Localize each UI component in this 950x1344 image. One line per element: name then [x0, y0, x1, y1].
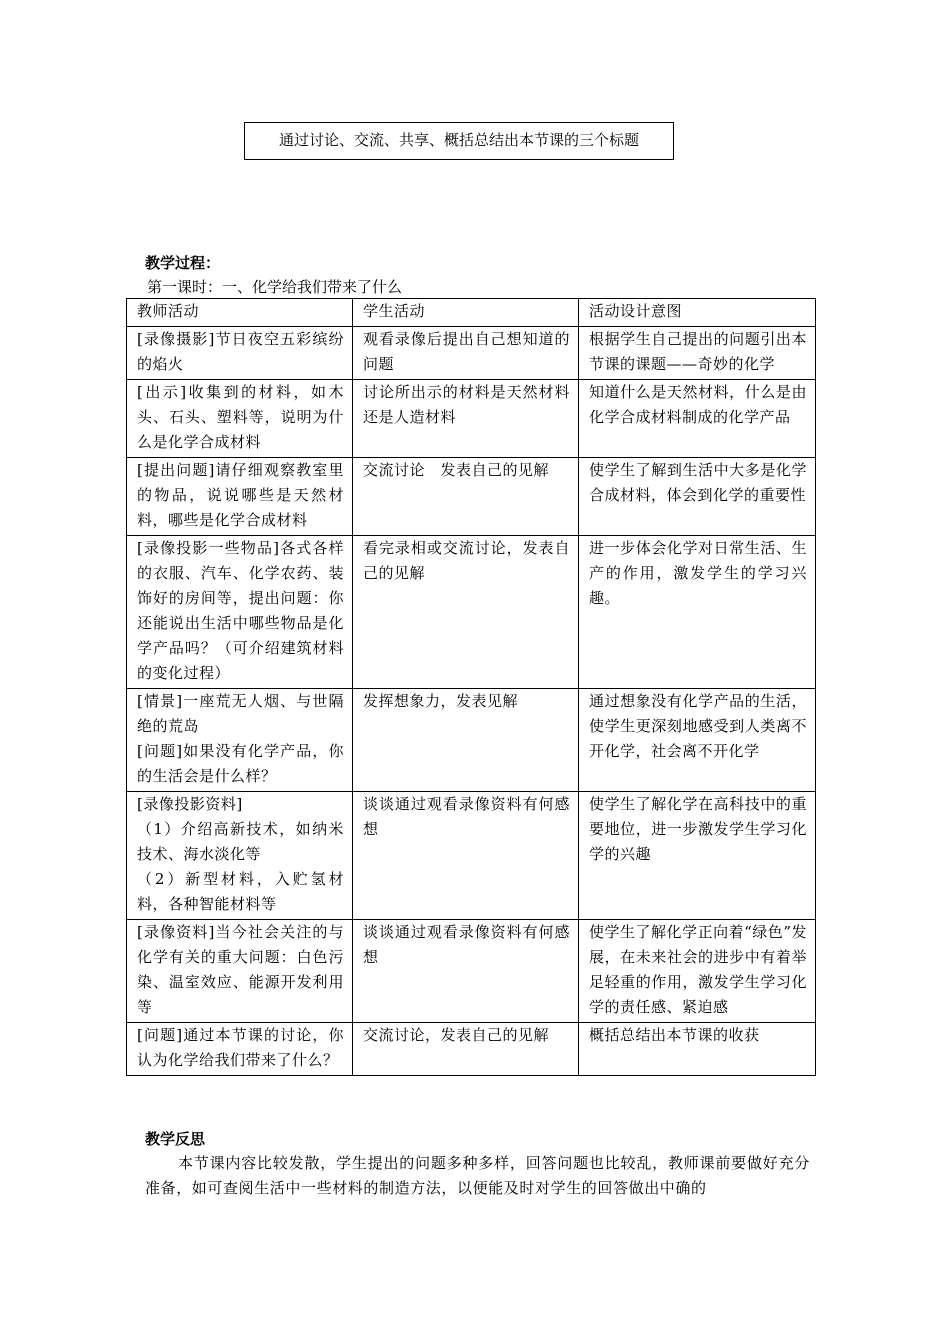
student-cell: 讨论所出示的材料是天然材料还是人造材料 — [353, 380, 579, 458]
intent-cell: 根据学生自己提出的问题引出本节课的课题——奇妙的化学 — [579, 327, 816, 380]
teacher-cell: [出示]收集到的材料，如木头、石头、塑料等，说明为什么是化学合成材料 — [127, 380, 353, 458]
student-cell: 看完录相或交流讨论，发表自己的见解 — [353, 536, 579, 689]
intent-cell: 知道什么是天然材料，什么是由化学合成材料制成的化学产品 — [579, 380, 816, 458]
summary-box: 通过讨论、交流、共享、概括总结出本节课的三个标题 — [244, 122, 674, 160]
teacher-cell: [录像资料]当今社会关注的与化学有关的重大问题：白色污染、温室效应、能源开发利用等 — [127, 920, 353, 1023]
table-row — [127, 689, 816, 792]
teacher-line: （2）新型材料，入贮氢材料，各种智能材料等 — [137, 870, 344, 913]
teacher-line: [录像投影资料] — [137, 795, 243, 813]
teacher-line: [问题]如果没有化学产品，你的生活会是什么样？ — [137, 742, 344, 785]
teacher-cell: [录像摄影]节日夜空五彩缤纷的焰火 — [127, 327, 353, 380]
student-cell: 交流讨论，发表自己的见解 — [353, 1023, 579, 1076]
lesson-line: 第一课时：一、化学给我们带来了什么 — [147, 278, 403, 296]
student-cell: 观看录像后提出自己想知道的问题 — [353, 327, 579, 380]
intent-cell: 使学生了解化学正向着“绿色”发展，在未来社会的进步中有着举足轻重的作用，激发学生学习化学的责任感、紧迫感 — [579, 920, 816, 1023]
student-cell: 发挥想象力，发表见解 — [353, 689, 579, 792]
student-cell: 谈谈通过观看录像资料有何感想 — [353, 792, 579, 920]
header-student: 学生活动 — [353, 299, 579, 327]
table-row — [127, 380, 816, 458]
teacher-cell — [127, 689, 353, 792]
table-row — [127, 792, 816, 920]
reflection-paragraph: 本节课内容比较发散，学生提出的问题多种多样，回答问题也比较乱，教师课前要做好充分准备，如可查阅生活中一些材料的制造方法，以便能及时对学生的回答做出中确的 — [145, 1154, 810, 1197]
table-row — [127, 327, 816, 380]
table-header-row — [127, 299, 816, 327]
teacher-cell — [127, 792, 353, 920]
intent-cell: 使学生了解化学在高科技中的重要地位，进一步激发学生学习化学的兴趣 — [579, 792, 816, 920]
teaching-process-table — [126, 298, 816, 1076]
intent-cell: 概括总结出本节课的收获 — [579, 1023, 816, 1076]
header-intent: 活动设计意图 — [579, 299, 816, 327]
table-row — [127, 458, 816, 536]
student-cell: 交流讨论 发表自己的见解 — [353, 458, 579, 536]
intent-cell: 使学生了解到生活中大多是化学合成材料，体会到化学的重要性 — [579, 458, 816, 536]
reflection-heading: 教学反思 — [145, 1130, 206, 1148]
teacher-cell: [提出问题]请仔细观察教室里的物品，说说哪些是天然材料，哪些是化学合成材料 — [127, 458, 353, 536]
header-teacher: 教师活动 — [127, 299, 353, 327]
student-cell: 谈谈通过观看录像资料有何感想 — [353, 920, 579, 1023]
intent-cell: 通过想象没有化学产品的生活，使学生更深刻地感受到人类离不开化学，社会离不开化学 — [579, 689, 816, 792]
teacher-line: （1）介绍高新技术，如纳米技术、海水淡化等 — [137, 820, 344, 863]
intent-cell: 进一步体会化学对日常生活、生产的作用，激发学生的学习兴趣。 — [579, 536, 816, 689]
table-row — [127, 1023, 816, 1076]
process-heading: 教学过程： — [145, 254, 221, 272]
teacher-line: [情景]一座荒无人烟、与世隔绝的荒岛 — [137, 692, 344, 735]
teacher-cell: [录像投影一些物品]各式各样的衣服、汽车、化学农药、装饰好的房间等，提出问题：你还能说出生活中哪些物品是化学产品吗？（可介绍建筑材料的变化过程） — [127, 536, 353, 689]
teacher-cell: [问题]通过本节课的讨论，你认为化学给我们带来了什么？ — [127, 1023, 353, 1076]
table-row — [127, 536, 816, 689]
table-row — [127, 920, 816, 1023]
